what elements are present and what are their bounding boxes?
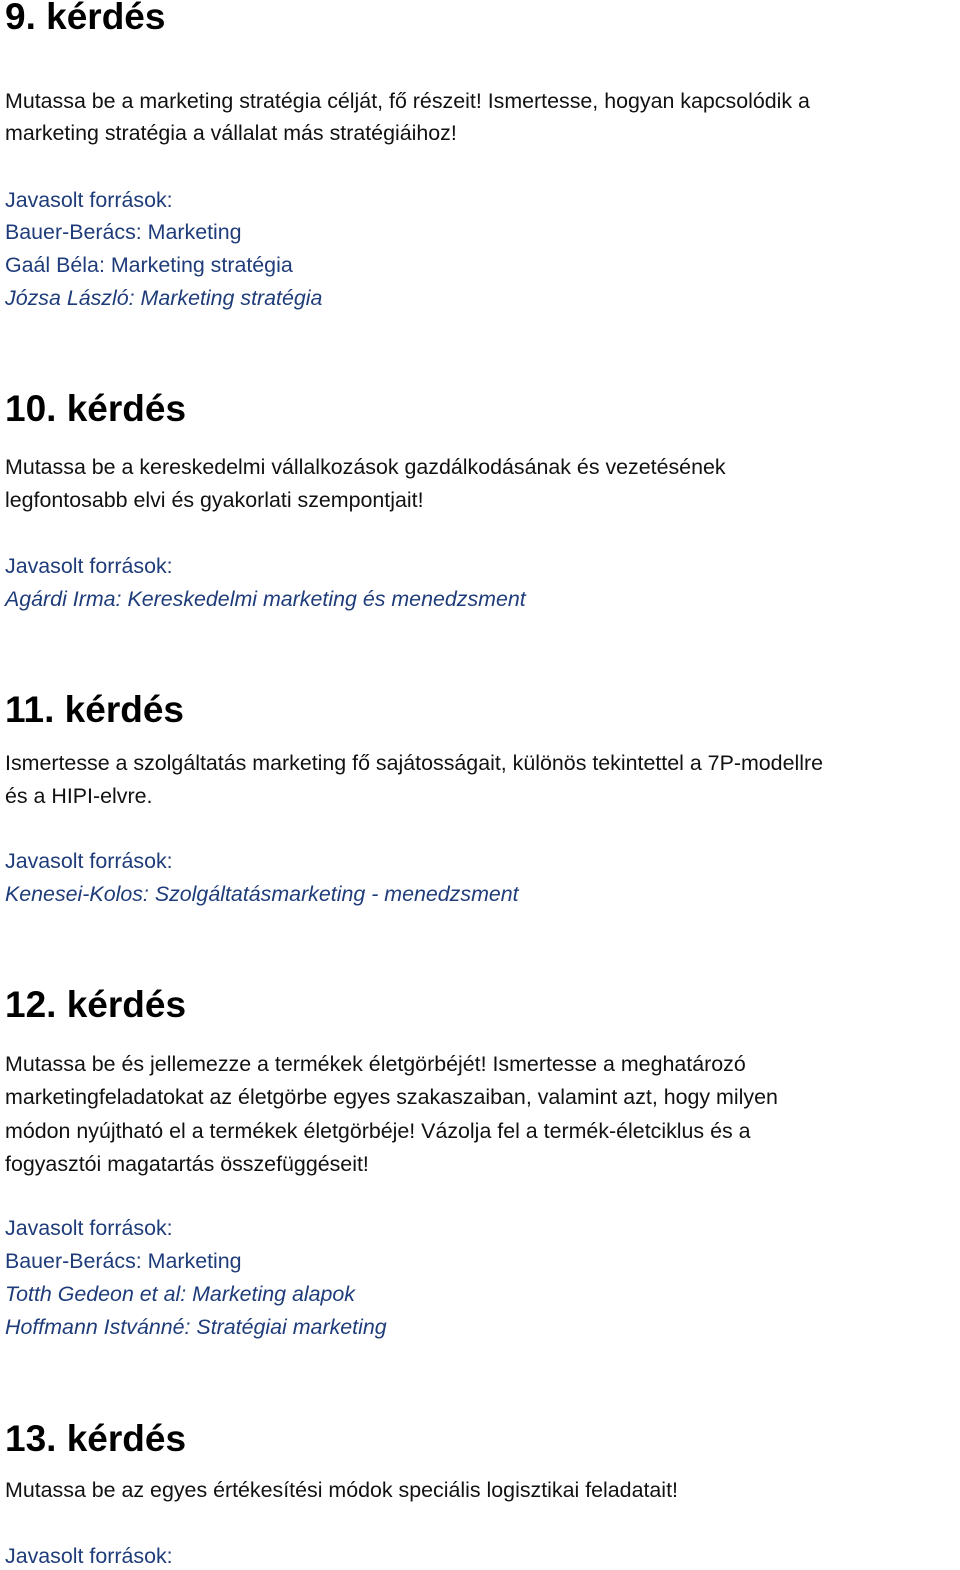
question-10-sources-label: Javasolt források:: [5, 554, 173, 578]
question-13-sources-label: Javasolt források:: [5, 1544, 173, 1568]
question-9-source-1: Bauer-Berács: Marketing: [5, 220, 242, 244]
question-12-text-line-4: fogyasztói magatartás összefüggéseit!: [5, 1152, 369, 1176]
question-9-text-line-2: marketing stratégia a vállalat más stratégiáihoz!: [5, 121, 457, 145]
question-12-source-3: Hoffmann Istvánné: Stratégiai marketing: [5, 1315, 387, 1339]
question-9-sources-label: Javasolt források:: [5, 188, 173, 212]
question-10-text-line-2: legfontosabb elvi és gyakorlati szempontjait!: [5, 488, 424, 512]
question-12-source-2: Totth Gedeon et al: Marketing alapok: [5, 1282, 355, 1306]
question-9-source-3: Józsa László: Marketing stratégia: [5, 286, 323, 310]
question-11-text-line-1: Ismertesse a szolgáltatás marketing fő sajátosságait, különös tekintettel a 7P-modellre: [5, 751, 824, 775]
question-12-text-line-1: Mutassa be és jellemezze a termékek életgörbéjét! Ismertesse a meghatározó: [5, 1052, 746, 1076]
question-10-text-line-1: Mutassa be a kereskedelmi vállalkozások gazdálkodásának és vezetésének: [5, 455, 726, 479]
question-9-text-line-1: Mutassa be a marketing stratégia célját, fő részeit! Ismertesse, hogyan kapcsolódik a: [5, 89, 810, 113]
question-12-text-line-3: módon nyújtható el a termékek életgörbéje! Vázolja fel a termék-életciklus és a: [5, 1119, 751, 1143]
question-12-text-line-2: marketingfeladatokat az életgörbe egyes szakaszaiban, valamint azt, hogy milyen: [5, 1085, 778, 1109]
question-13-text-line-1: Mutassa be az egyes értékesítési módok speciális logisztikai feladatait!: [5, 1478, 678, 1502]
question-12-heading: 12. kérdés: [5, 984, 187, 1025]
question-11-text-line-2: és a HIPI-elvre.: [5, 784, 153, 808]
question-11-heading: 11. kérdés: [5, 689, 184, 730]
question-10-source-1: Agárdi Irma: Kereskedelmi marketing és menedzsment: [5, 587, 526, 611]
question-11-source-1: Kenesei-Kolos: Szolgáltatásmarketing - menedzsment: [5, 882, 519, 906]
question-13-heading: 13. kérdés: [5, 1418, 187, 1459]
question-9-source-2: Gaál Béla: Marketing stratégia: [5, 253, 293, 277]
question-12-source-1: Bauer-Berács: Marketing: [5, 1249, 242, 1273]
question-11-sources-label: Javasolt források:: [5, 849, 173, 873]
question-12-sources-label: Javasolt források:: [5, 1216, 173, 1240]
question-10-heading: 10. kérdés: [5, 388, 187, 429]
question-9-heading: 9. kérdés: [5, 0, 166, 37]
